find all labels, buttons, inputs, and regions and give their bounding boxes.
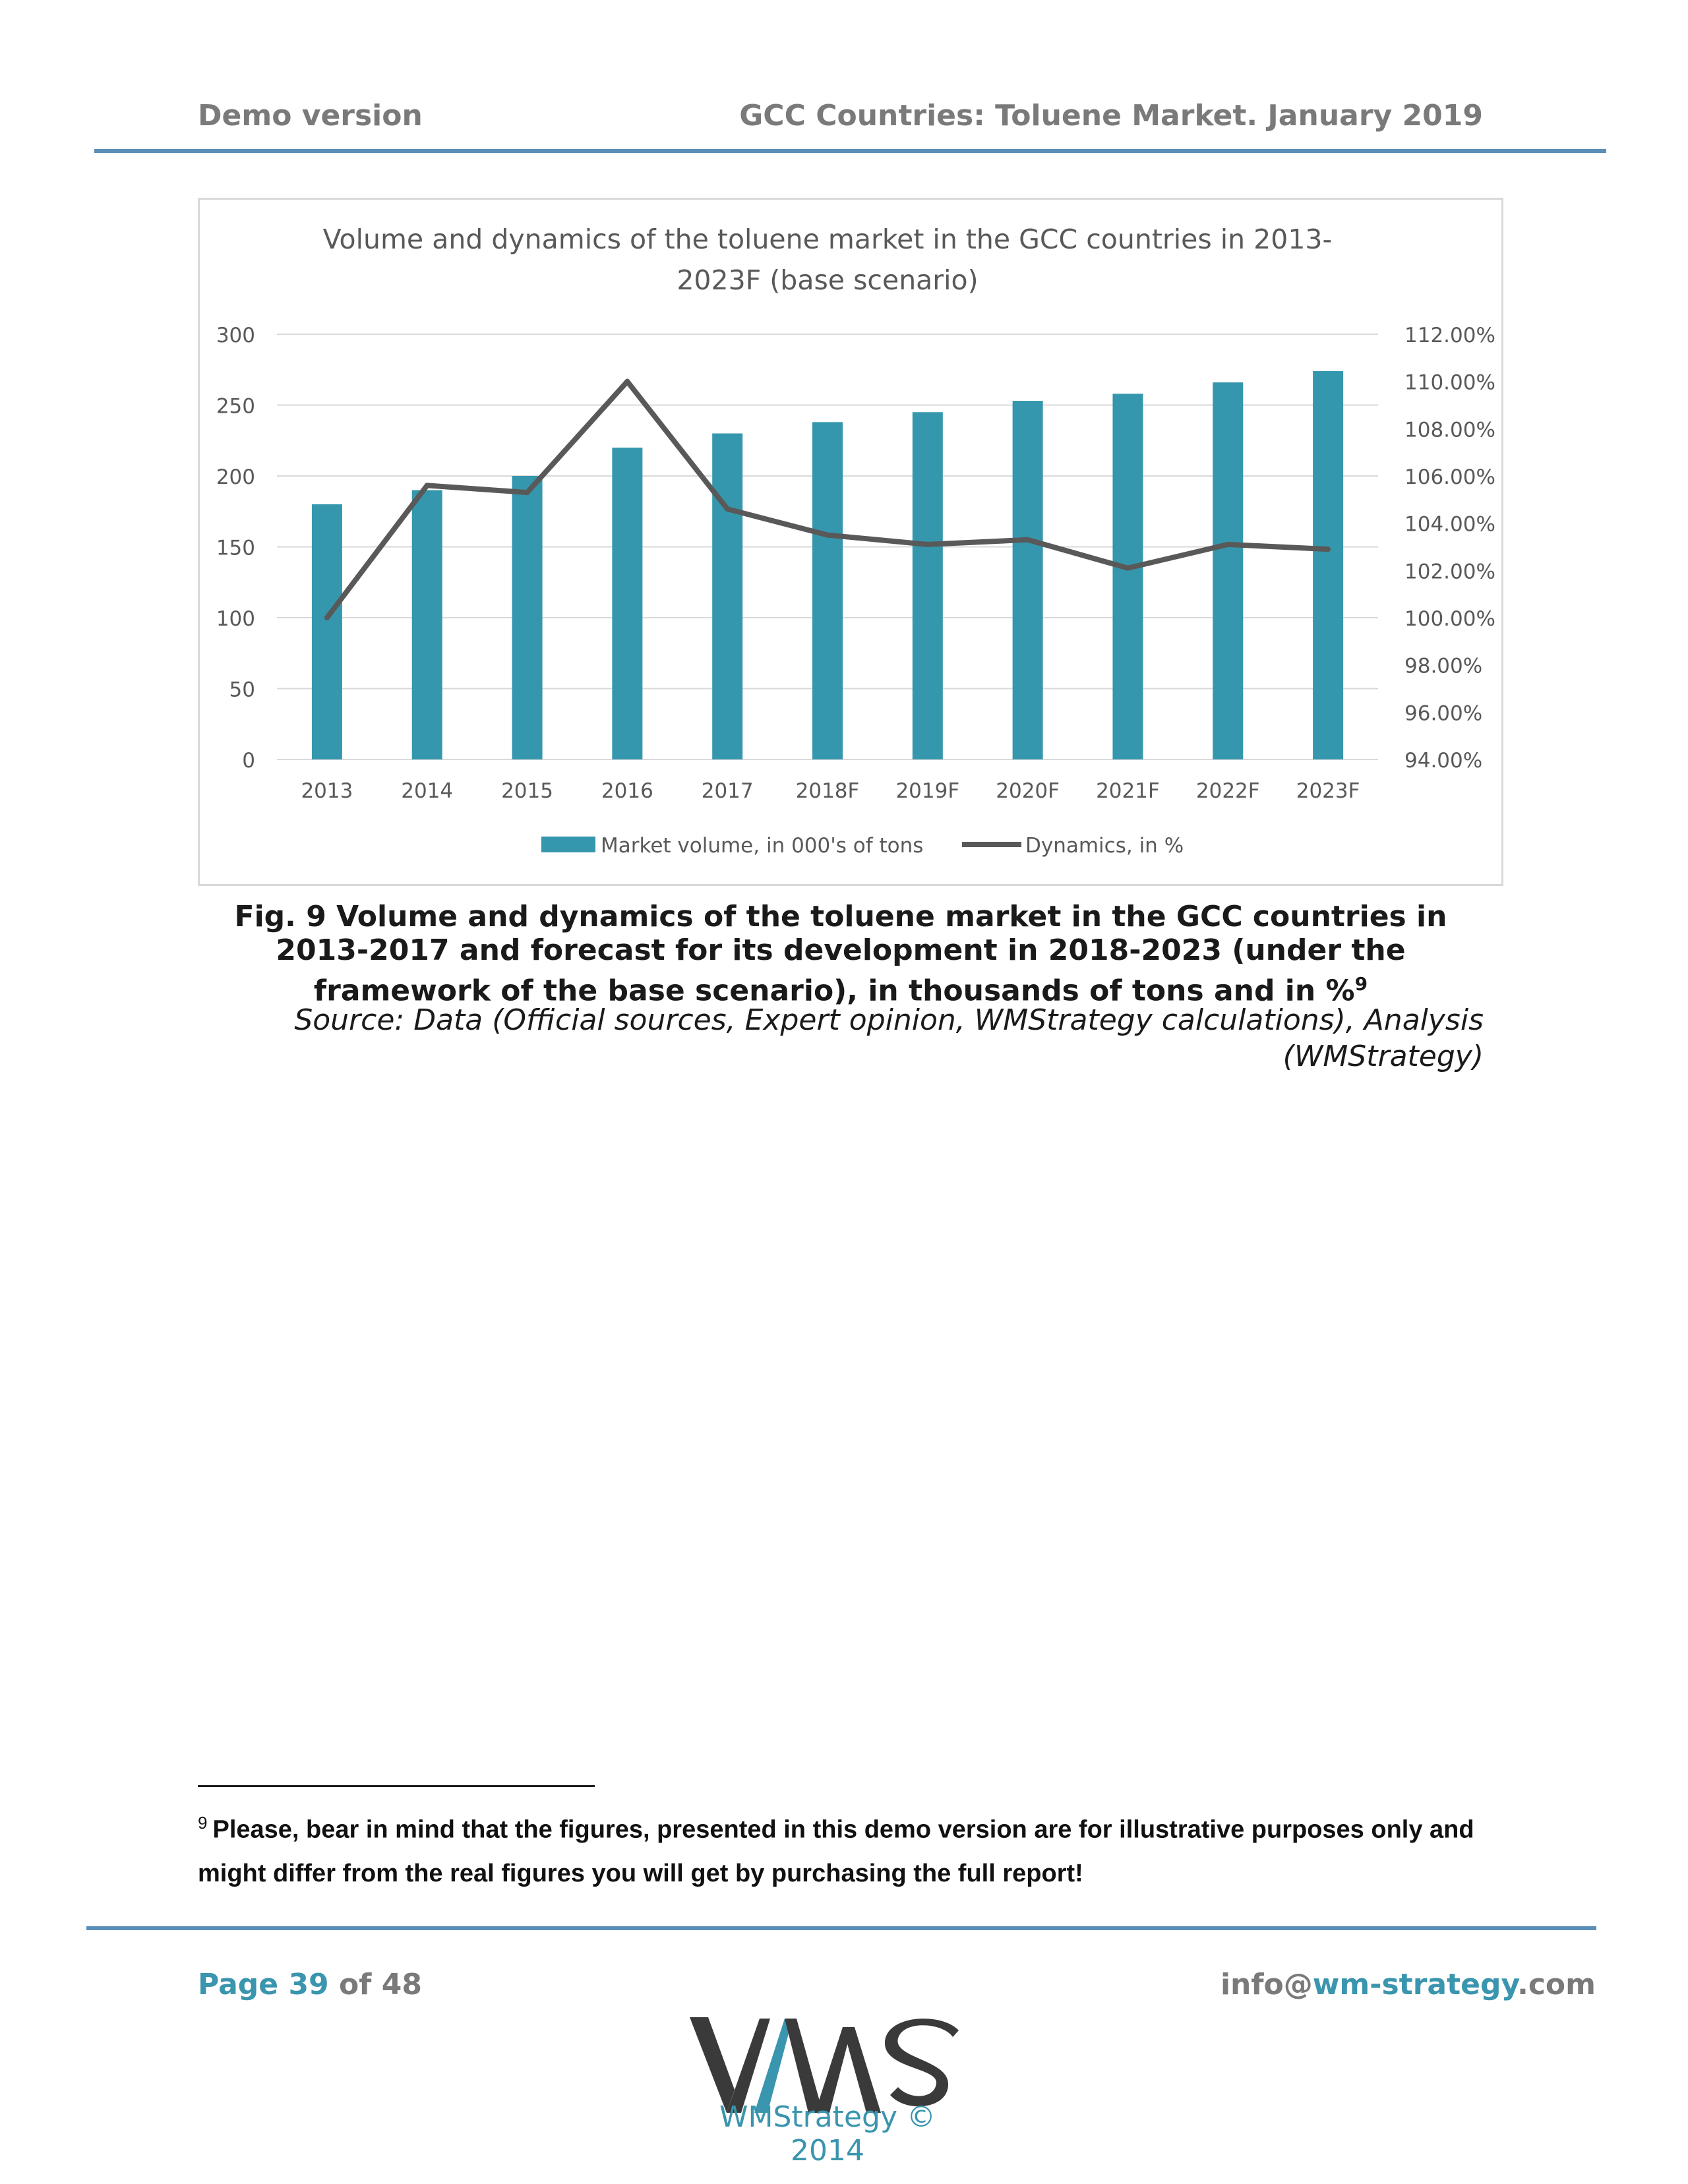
y-right-tick-label: 98.00% bbox=[1404, 654, 1483, 678]
x-tick-label: 2018F bbox=[795, 779, 860, 803]
footnote bbox=[198, 1801, 1490, 1895]
legend-label-bars: Market volume, in 000's of tons bbox=[601, 834, 924, 858]
y-left-tick-label: 0 bbox=[242, 749, 255, 773]
line-point bbox=[1125, 566, 1130, 571]
y-right-tick-label: 96.00% bbox=[1404, 701, 1483, 726]
y-left-tick-label: 300 bbox=[216, 324, 255, 347]
legend-label-line: Dynamics, in % bbox=[1025, 834, 1184, 858]
bar bbox=[312, 504, 342, 759]
page-number bbox=[198, 1968, 422, 2001]
x-tick-label: 2019F bbox=[895, 779, 960, 803]
figure-caption-text: Fig. 9 Volume and dynamics of the toluene market in the GCC countries in 2013-2017 and forecast for its development in 2018-2023 (under the framework of the base scenario), in thousands of tons and in % bbox=[234, 900, 1447, 1008]
figure-caption bbox=[198, 900, 1484, 1008]
x-tick-label: 2017 bbox=[701, 779, 754, 803]
x-tick-label: 2023F bbox=[1296, 779, 1360, 803]
bar bbox=[1013, 401, 1043, 759]
y-left-tick-label: 50 bbox=[229, 678, 255, 702]
chart-title-line-1: Volume and dynamics of the toluene market in the GCC countries in 2013- bbox=[322, 223, 1333, 255]
logo-caption: WMStrategy © 2014 bbox=[719, 2100, 936, 2168]
footnote-rule bbox=[198, 1785, 595, 1787]
figure-source: Source: Data (Official sources, Expert opinion, WMStrategy calculations), Analysis (WMStrategy) bbox=[294, 1003, 1484, 1073]
header-left: Demo version bbox=[198, 99, 423, 133]
y-left-tick-label: 250 bbox=[216, 394, 255, 419]
y-right-tick-label: 104.00% bbox=[1404, 512, 1495, 537]
line-point bbox=[825, 533, 830, 538]
line-point bbox=[1225, 542, 1230, 547]
line-point bbox=[425, 483, 430, 488]
caption-footnote-ref[interactable]: 9 bbox=[1354, 973, 1368, 995]
header-rule bbox=[94, 149, 1606, 153]
bar bbox=[1213, 382, 1243, 759]
line-point bbox=[725, 506, 730, 512]
email-user: info@ bbox=[1220, 1968, 1313, 2001]
x-tick-label: 2020F bbox=[996, 779, 1060, 803]
legend-swatch-bars bbox=[541, 837, 595, 852]
contact-email[interactable] bbox=[1221, 1968, 1596, 2001]
x-tick-label: 2016 bbox=[601, 779, 653, 803]
header-right: GCC Countries: Toluene Market. January 2019 bbox=[739, 99, 1483, 133]
chart-svg bbox=[200, 200, 1501, 884]
bar bbox=[812, 422, 843, 759]
x-tick-label: 2022F bbox=[1195, 779, 1260, 803]
chart-title-line-2: 2023F (base scenario) bbox=[677, 264, 979, 296]
x-tick-label: 2013 bbox=[301, 779, 353, 803]
bar bbox=[612, 448, 642, 759]
x-tick-label: 2021F bbox=[1096, 779, 1160, 803]
page-total: 48 bbox=[381, 1968, 422, 2001]
line-point bbox=[624, 379, 630, 384]
y-right-tick-label: 108.00% bbox=[1404, 418, 1495, 442]
x-tick-label: 2014 bbox=[401, 779, 454, 803]
y-right-tick-label: 110.00% bbox=[1404, 370, 1495, 395]
email-domain: wm-strategy bbox=[1312, 1968, 1518, 2001]
y-right-tick-label: 100.00% bbox=[1404, 607, 1495, 631]
line-point bbox=[324, 615, 330, 620]
line-point bbox=[525, 490, 530, 495]
bar bbox=[412, 490, 442, 760]
y-right-tick-label: 94.00% bbox=[1404, 749, 1483, 773]
y-right-tick-label: 102.00% bbox=[1404, 560, 1495, 584]
footnote-ref: 9 bbox=[198, 1813, 208, 1833]
line-point bbox=[1025, 537, 1031, 543]
line-point bbox=[1325, 546, 1331, 552]
bar bbox=[512, 476, 543, 759]
y-left-tick-label: 200 bbox=[216, 465, 255, 489]
email-tld: .com bbox=[1517, 1968, 1596, 2001]
bar bbox=[1112, 394, 1143, 759]
chart-container bbox=[198, 198, 1503, 886]
bar bbox=[913, 412, 943, 759]
bar bbox=[1313, 371, 1343, 759]
line-point bbox=[925, 542, 930, 547]
footer-rule bbox=[86, 1926, 1596, 1930]
y-right-tick-label: 106.00% bbox=[1404, 465, 1495, 489]
page-current: 39 bbox=[288, 1968, 329, 2001]
footnote-text: Please, bear in mind that the figures, presented in this demo version are for illustrative purposes only and might differ from the real figures you will get by purchasing the full report! bbox=[198, 1815, 1474, 1887]
page-sep: of bbox=[339, 1968, 372, 2001]
x-tick-label: 2015 bbox=[501, 779, 553, 803]
bar bbox=[712, 434, 742, 760]
y-left-tick-label: 100 bbox=[216, 607, 255, 631]
page-prefix: Page bbox=[198, 1968, 279, 2001]
y-right-tick-label: 112.00% bbox=[1404, 324, 1495, 347]
y-left-tick-label: 150 bbox=[216, 536, 255, 560]
